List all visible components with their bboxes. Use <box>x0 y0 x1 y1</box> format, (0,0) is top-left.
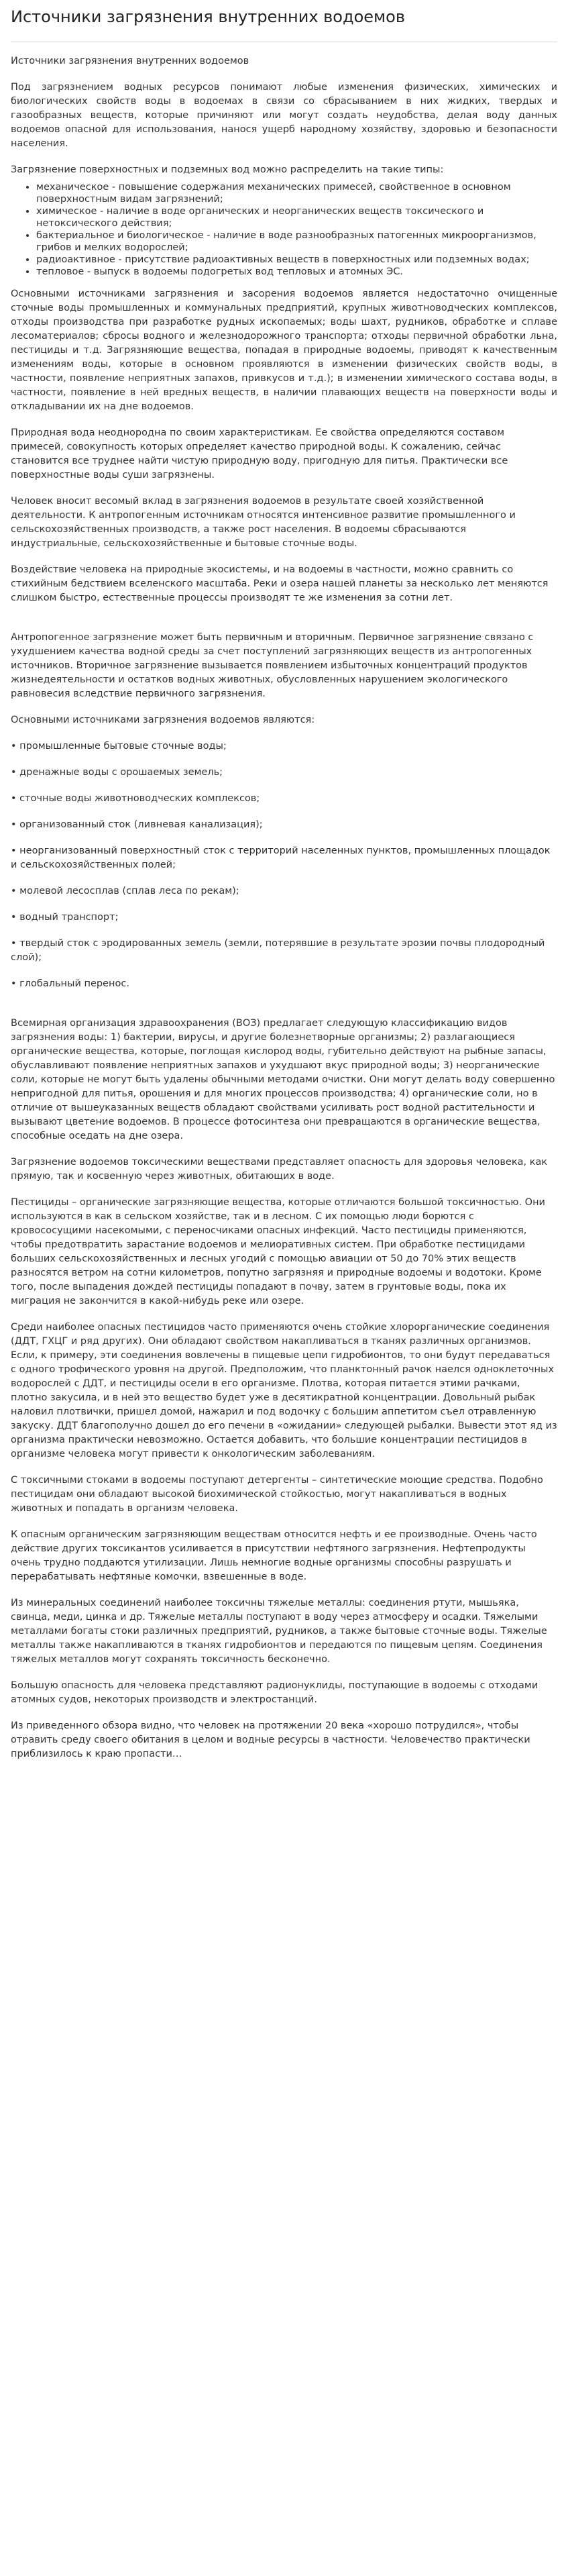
list-item: • сточные воды животноводческих комплексов; <box>11 793 260 804</box>
paragraph-natural-water: Природная вода неоднородна по своим характеристикам. Ее свойства определяются составом примесей, совокупность которых определяет качество природной воды. К сожалению, сейчас становится все труднее найти чистую природную воду, пригодную для питья. Практически все поверхностные воды суши загрязнены. <box>11 427 508 480</box>
paragraph-conclusion: Из приведенного обзора видно, что человек на протяжении 20 века «хорошо потрудился», чтобы отравить среду своего обитания в целом и водные ресурсы в частности. Человечество практически приблизилось к краю пропасти… <box>11 1720 530 1759</box>
types-intro: Загрязнение поверхностных и подземных вод можно распределить на такие типы: <box>11 164 444 175</box>
list-item: • твердый сток с эродированных земель (земли, потерявшие в результате эрозии почвы плодородный слой); <box>11 938 545 963</box>
paragraph-who-classification: Всемирная организация здравоохранения (ВОЗ) предлагает следующую классификацию видов загрязнения воды: 1) бактерии, вирусы, и другие болезнетворные организмы; 2) разлагающиеся органические вещества, которые, поглощая кислород воды, губительно действуют на рыбные запасы, обуславливают появление неприятных запахов и ухудшают вкус природной воды; 3) неорганические соли, которые не могут быть удалены обычными методами очистки. Они могут делать воду совершенно непригодной для питья, орошения и для многих процессов производства; 4) органические соли, но в отличие от вышеуказанных веществ обладают свойствами усиливать рост водной растительности и вызывают цветение водоемов. В процессе фотосинтеза они превращаются в органические вещества, способные оседать на дне озера. <box>11 1018 555 1141</box>
sources-intro: Основными источниками загрязнения водоемов являются: <box>11 715 315 725</box>
spacer <box>11 617 557 631</box>
list-item: • молевой лесосплав (сплав леса по рекам); <box>11 886 239 896</box>
paragraph-heavy-metals: Из минеральных соединений наиболее токсичны тяжелые металлы: соединения ртути, мышьяка, свинца, меди, цинка и др. Тяжелые металлы поступают в воду через атмосферу и осадки. Тяжелыми металлами богаты стоки различных предприятий, рудников, а также бытовые сточные воды. Тяжелые металлы также накапливаются в тканях гидробионтов и передаются по пищевым цепям. Соединения тяжелых металлов могут сохранять токсичность бесконечно. <box>11 1598 547 1665</box>
article-subtitle: Источники загрязнения внутренних водоемов <box>11 56 249 66</box>
paragraph-primary-secondary: Антропогенное загрязнение может быть первичным и вторичным. Первичное загрязнение связано с ухудшением качества водной среды за счет поступлений загрязняющих веществ из антропогенных источников. Вторичное загрязнение вызывается появлением избыточных концентраций продуктов жизнедеятельности и остатков водных животных, обусловленных нарушением экологического равновесия вследствие первичного загрязнения. <box>11 632 534 699</box>
list-item: • неорганизованный поверхностный сток с территорий населенных пунктов, промышленных площадок и сельскохозяйственных полей; <box>11 845 551 870</box>
list-item: • тепловое - выпуск в водоемы подогретых вод тепловых и атомных ЭС. <box>36 266 557 278</box>
list-item: • промышленные бытовые сточные воды; <box>11 741 227 752</box>
paragraph-detergents: С токсичными стоками в водоемы поступают детергенты – синтетические моющие средства. Подобно пестицидам они обладают высокой биохимической стойкостью, могут накапливаться в водных животных и попадать в организм человека. <box>11 1475 543 1514</box>
list-item: • механическое - повышение содержания механических примесей, свойственное в основном поверхностным видам загрязнений; <box>36 181 557 205</box>
list-item: • химическое - наличие в воде органических и неорганических веществ токсического и нетоксического действия; <box>36 205 557 229</box>
intro-paragraph: Под загрязнением водных ресурсов понимают любые изменения физических, химических и биологических свойств воды в водоемах в связи со сбрасыванием в них жидких, твердых и газообразных веществ, которые причиняют или могут создать неудобства, делая воду данных водоемов опасной для использования, нанося ущерб народному хозяйству, здоровью и безопасности населения. <box>11 82 557 149</box>
paragraph-oil: К опасным органическим загрязняющим веществам относится нефть и ее производные. Очень часто действие других токсикантов усиливается в присутствии нефтяного загрязнения. Нефтепродукты очень трудно поддаются утилизации. Лишь немногие водные организмы способны разрушать и перерабатывать нефтяные комочки, взвешенные в воде. <box>11 1529 537 1582</box>
pollution-types-list <box>11 181 557 278</box>
spacer <box>11 1003 557 1017</box>
paragraph-pesticides: Пестициды – органические загрязняющие вещества, которые отличаются большой токсичностью. Они используются в как в сельском хозяйстве, так и в лесном. С их помощью люди борются с кровососущими насекомыми, с переносчиками опасных инфекций. Часто пестициды применяются, чтобы предотвратить зарастание водоемов и мелиоративных систем. При обработке пестицидами больших сельскохозяйственных и лесных угодий с помощью авиации от 50 до 70% этих веществ разносятся ветром на сотни километров, попутно загрязняя и природные водоемы и водотоки. Кроме того, после выпадения дождей пестициды попадают в почву, затем в грунтовые воды, пока их миграция не закончится в какой-нибудь реке или озере. <box>11 1197 545 1306</box>
list-item: • организованный сток (ливневая канализация); <box>11 819 263 830</box>
paragraph-human-contribution: Человек вносит весомый вклад в загрязнения водоемов в результате своей хозяйственной деятельности. К антропогенным источникам относятся интенсивное развитие промышленного и сельскохозяйственных производств, а также рост населения. В водоемы сбрасываются индустриальные, сельскохозяйственные и бытовые сточные воды. <box>11 496 516 549</box>
paragraph-main-sources: Основными источниками загрязнения и засорения водоемов является недостаточно очищенные сточные воды промышленных и коммунальных предприятий, крупных животноводческих комплексов, отходы производства при разработке рудных ископаемых; воды шахт, рудников, обработке и сплаве лесоматериалов; сбросы водного и железнодорожного транспорта; отходы первичной обработки льна, пестициды и т.д. Загрязняющие вещества, попадая в природные водоемы, приводят к качественным изменениям воды, которые в основном проявляются в изменении физических свойств воды, в частности, появление неприятных запахов, привкусов и т.д.); в изменении химического состава воды, в частности, появление в ней вредных веществ, в наличии плавающих веществ на поверхности воды и откладывании их на дне водоемов. <box>11 289 557 412</box>
paragraph-toxic-substances: Загрязнение водоемов токсическими веществами представляет опасность для здоровья человека, как прямую, так и косвенную через животных, обитающих в воде. <box>11 1157 548 1182</box>
list-item: • водный транспорт; <box>11 912 119 923</box>
list-item: • дренажные воды с орошаемых земель; <box>11 767 223 778</box>
paragraph-organochlorine: Среди наиболее опасных пестицидов часто применяются очень стойкие хлорорганические соединения (ДДТ, ГХЦГ и ряд других). Они обладают свойством накапливаться в тканях различных организмов. Если, к примеру, эти соединения вовлечены в пищевые цепи гидробионтов, то они будут передаваться с одного трофического уровня на другой. Предположим, что планктонный рачок наелся одноклеточных водорослей с ДДТ, и пестициды осели в его организме. Плотва, которая питается этими рачками, плотно закусила, и в ней это вещество будет уже в десятикратной концентрации. Довольный рыбак наловил плотвички, пришел домой, нажарил и под водочку с большим аппетитом съел отравленную закуску. ДДТ благополучно дошел до его печени в «ожидании» следующей рыбалки. Вывести этот яд из организма практически невозможно. Остается добавить, что большие концентрации пестицидов в организме человека могут привести к онкологическим заболеваниям. <box>11 1322 557 1459</box>
paragraph-human-impact: Воздействие человека на природные экосистемы, и на водоемы в частности, можно сравнить со стихийным бедствием вселенского масштаба. Реки и озера нашей планеты за несколько лет меняются слишком быстро, естественные процессы производят те же изменения за сотни лет. <box>11 564 549 603</box>
paragraph-radionuclides: Большую опасность для человека представляют радионуклиды, поступающие в водоемы с отходами атомных судов, некоторых производств и электростанций. <box>11 1680 538 1705</box>
list-item: • бактериальное и биологическое - наличие в воде разнообразных патогенных микроорганизмов, грибов и мелких водорослей; <box>36 229 557 254</box>
list-item: • глобальный перенос. <box>11 978 129 989</box>
page-title: Источники загрязнения внутренних водоемов <box>11 7 405 26</box>
list-item: • радиоактивное - присутствие радиоактивных веществ в поверхностных или подземных водах; <box>36 254 557 266</box>
